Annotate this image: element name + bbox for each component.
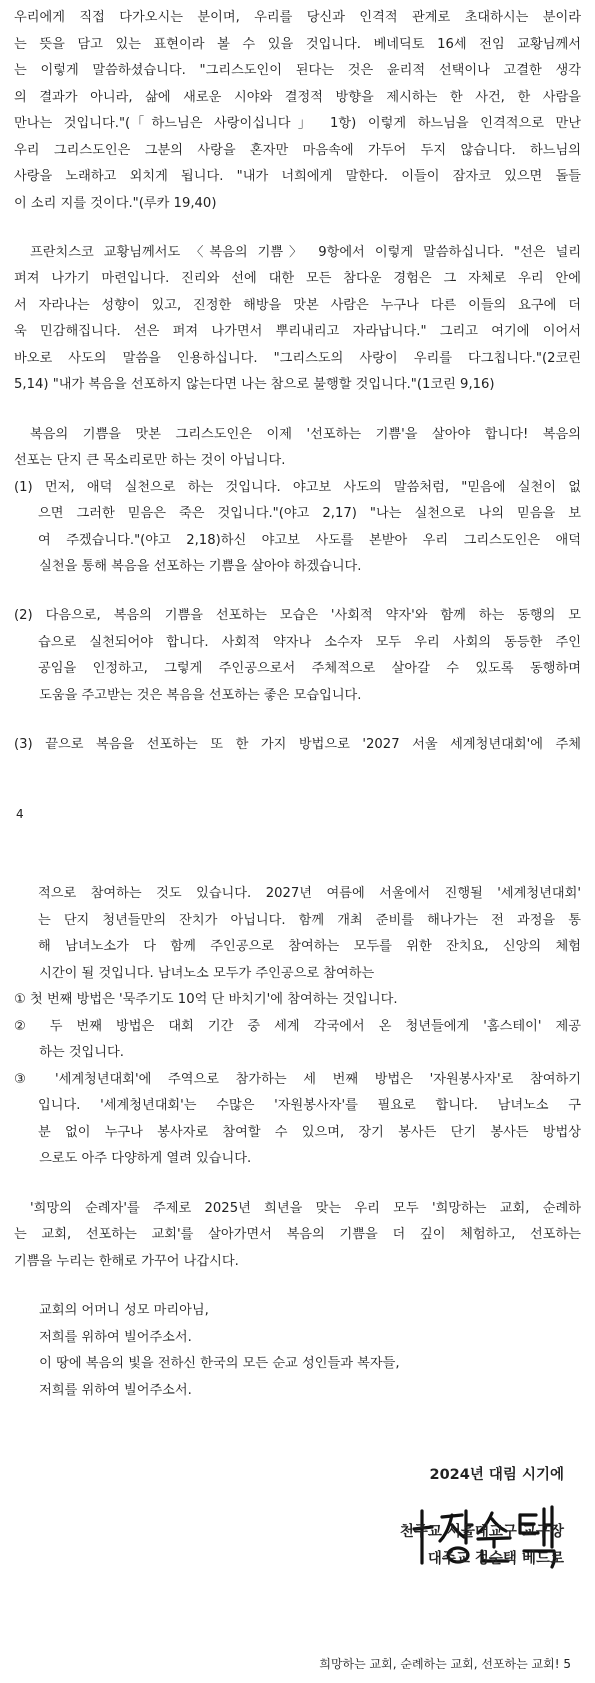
running-footer: 희망하는 교회, 순례하는 교회, 선포하는 교회! 5: [319, 1657, 571, 1671]
text-line: 만나는 것입니다."(「하느님은 사랑이십니다」 1항) 이렇게 하느님을 인격적으로 만난: [14, 116, 581, 131]
text-line: 는 이렇게 말씀하셨습니다. "그리스도인이 된다는 것은 윤리적 선택이나 고결한 생각: [14, 63, 581, 78]
closing-date: 2024년 대림 시기에: [429, 1467, 564, 1483]
text-line: 우리에게 직접 다가오시는 분이며, 우리를 당신과 인격적 관계로 초대하시는 분이라: [14, 10, 581, 25]
text-line: 이 소리 지를 것이다."(루카 19,40): [14, 196, 217, 211]
text-line: 분 없이 누구나 봉사자로 참여할 수 있으며, 장기 봉사든 단기 봉사든 방법상: [38, 1125, 581, 1140]
text-line: 5,14) "내가 복음을 선포하지 않는다면 나는 참으로 불행할 것입니다."(1코린 9,16): [14, 377, 495, 392]
text-line: 습으로 실천되어야 합니다. 사회적 약자나 소수자 모두 우리 사회의 동등한 주인: [38, 635, 581, 650]
text-line: 공임을 인정하고, 그렇게 주인공으로서 주체적으로 살아갈 수 있도록 동행하며: [38, 661, 581, 676]
text-line: 우리 그리스도인은 그분의 사랑을 혼자만 마음속에 가두어 두지 않습니다. 하느님의: [14, 143, 581, 158]
text-line: (1) 먼저, 애덕 실천으로 하는 것입니다. 야고보 사도의 말씀처럼, "믿음에 실천이 없: [14, 480, 581, 495]
text-line: 입니다. '세계청년대회'는 수많은 '자원봉사자'를 필요로 합니다. 남녀노소 구: [38, 1098, 581, 1113]
text-line: 는 뜻을 담고 있는 표현이라 볼 수 있을 것입니다. 베네딕토 16세 전임 교황님께서: [14, 37, 581, 52]
issuer-title: 천주교 서울대교구 교구장: [399, 1524, 564, 1540]
text-line: 저희를 위하여 빌어주소서.: [14, 1330, 192, 1345]
text-line: 는 단지 청년들만의 잔치가 아닙니다. 함께 개최 준비를 해나가는 전 과정을 통: [38, 913, 581, 928]
text-line: 여 주겠습니다."(야고 2,18)하신 야고보 사도를 본받아 우리 그리스도인은 애덕: [38, 533, 581, 548]
text-line: 복음의 기쁨을 맛본 그리스도인은 이제 '선포하는 기쁨'을 살아야 합니다! 복음의: [30, 427, 581, 442]
text-line: 교회의 어머니 성모 마리아님,: [14, 1303, 209, 1318]
text-line: 바오로 사도의 말씀을 인용하십니다. "그리스도의 사랑이 우리를 다그칩니다."(2코린: [14, 351, 581, 366]
text-line: 으면 그러한 믿음은 죽은 것입니다."(야고 2,17) "나는 실천으로 나의 믿음을 보: [38, 506, 581, 521]
text-line: 기쁨을 누리는 한해로 가꾸어 나갑시다.: [14, 1254, 239, 1269]
text-line: 퍼져 나가기 마련입니다. 진리와 선에 대한 모든 참다운 경험은 그 자체로 우리 안에: [14, 271, 581, 286]
text-line: '희망의 순례자'를 주제로 2025년 희년을 맞는 우리 모두 '희망하는 교회, 순례하: [30, 1201, 581, 1216]
page-number: 4: [16, 807, 24, 821]
text-line: 서 자라나는 성향이 있고, 진정한 해방을 맛본 사람은 누구나 다른 이들의 요구에 더: [14, 298, 581, 313]
text-line: 시간이 될 것입니다. 남녀노소 모두가 주인공으로 참여하는: [14, 966, 375, 981]
text-line: 선포는 단지 큰 목소리로만 하는 것이 아닙니다.: [14, 453, 286, 468]
text-line: 이 땅에 복음의 빛을 전하신 한국의 모든 순교 성인들과 복자들,: [14, 1356, 400, 1371]
text-line: 하는 것입니다.: [14, 1045, 124, 1060]
text-line: (3) 끝으로 복음을 선포하는 또 한 가지 방법으로 '2027 서울 세계청년대회'에 주체: [14, 737, 581, 752]
text-line: 욱 민감해집니다. 선은 퍼져 나가면서 뿌리내리고 자라납니다." 그리고 여기에 이어서: [14, 324, 581, 339]
text-line: 도움을 주고받는 것은 복음을 선포하는 좋은 모습입니다.: [14, 688, 362, 703]
text-line: 적으로 참여하는 것도 있습니다. 2027년 여름에 서울에서 진행될 '세계청년대회': [38, 886, 581, 901]
text-line: ① 첫 번째 방법은 '묵주기도 10억 단 바치기'에 참여하는 것입니다.: [14, 992, 398, 1007]
text-line: 는 교회, 선포하는 교회'를 살아가면서 복음의 기쁨을 더 깊이 체험하고, 선포하는: [14, 1227, 581, 1242]
text-line: (2) 다음으로, 복음의 기쁨을 선포하는 모습은 '사회적 약자'와 함께 하는 동행의 모: [14, 608, 581, 623]
text-line: 프란치스코 교황님께서도 〈복음의 기쁨〉 9항에서 이렇게 말씀하십니다. "선은 널리: [30, 245, 581, 260]
text-line: 의 결과가 아니라, 삶에 새로운 시야와 결정적 방향을 제시하는 한 사건, 한 사람을: [14, 90, 581, 105]
issuer-name: 대주교 정순택 베드로: [427, 1551, 564, 1567]
text-line: 사랑을 노래하고 외치게 됩니다. "내가 너희에게 말한다. 이들이 잠자코 있으면 돌들: [14, 169, 581, 184]
text-line: 실천을 통해 복음을 선포하는 기쁨을 살아야 하겠습니다.: [14, 559, 362, 574]
text-line: 해 남녀노소가 다 함께 주인공으로 참여하는 모두를 위한 잔치요, 신앙의 체험: [38, 939, 581, 954]
text-line: 으로도 아주 다양하게 열려 있습니다.: [14, 1151, 252, 1166]
text-line: ③ '세계청년대회'에 주역으로 참가하는 세 번째 방법은 '자원봉사자'로 참여하기: [14, 1072, 581, 1087]
text-line: 저희를 위하여 빌어주소서.: [14, 1383, 192, 1398]
text-line: ② 두 번째 방법은 대회 기간 중 세계 각국에서 온 청년들에게 '홈스테이' 제공: [14, 1019, 581, 1034]
